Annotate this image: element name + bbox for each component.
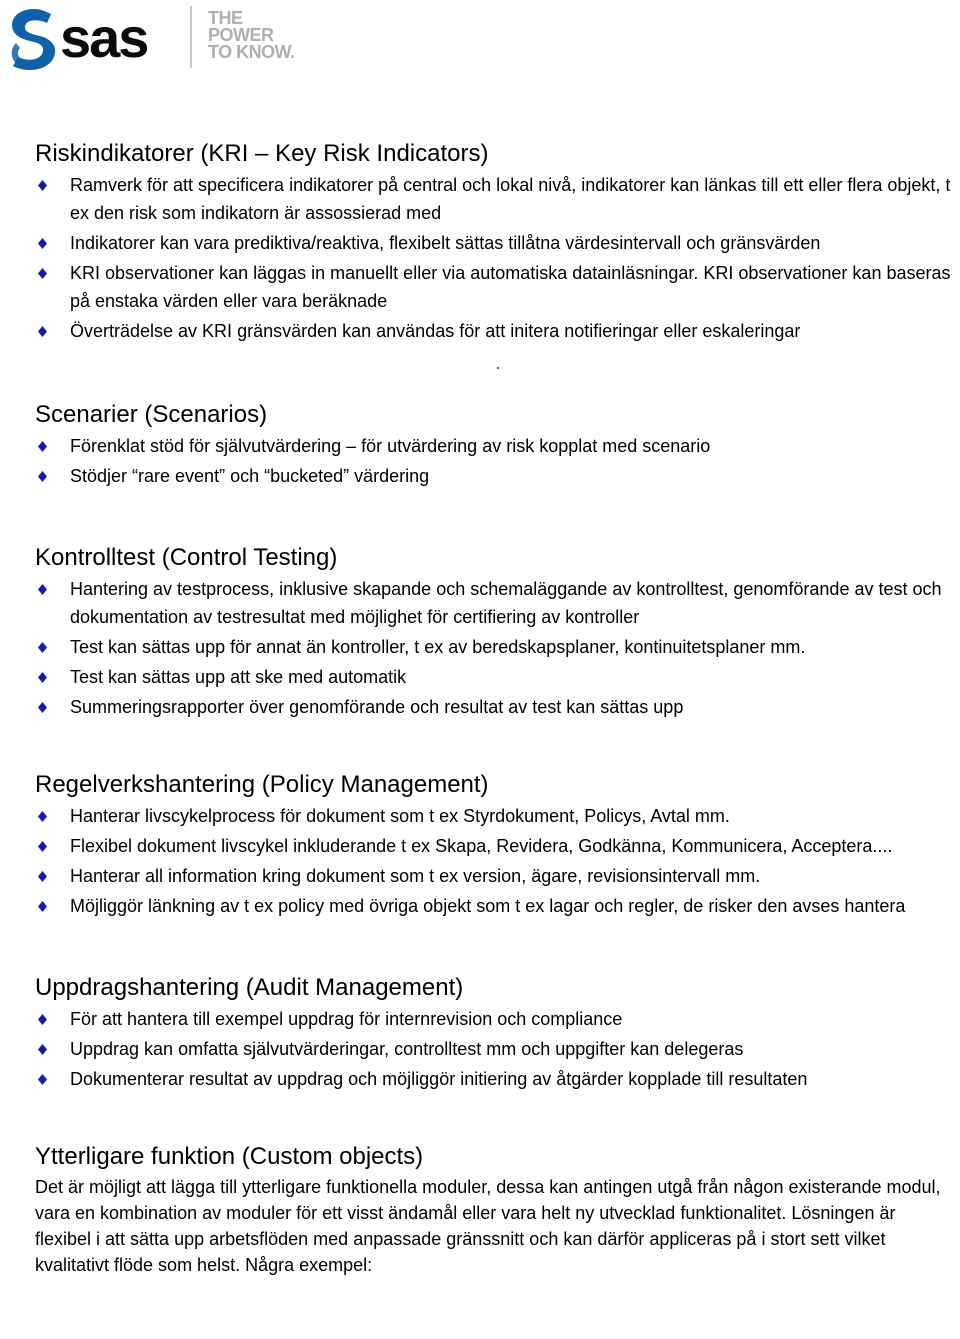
- bullet-text: Hanterar all information kring dokument som t ex version, ägare, revisionsintervall mm.: [70, 866, 761, 886]
- diamond-bullet-icon: [38, 238, 47, 249]
- diamond-bullet-icon: [38, 180, 47, 191]
- section-custom-objects: [35, 1141, 960, 1278]
- list-item: [35, 575, 960, 631]
- list-item: [35, 229, 960, 257]
- bullet-list: [35, 575, 960, 721]
- diamond-bullet-icon: [38, 702, 47, 713]
- page-header: [0, 0, 960, 80]
- list-item: [35, 462, 960, 490]
- bullet-text: Ramverk för att specificera indikatorer på central och lokal nivå, indikatorer kan länkas till ett eller flera objekt, t ex den risk som indikatorn är assossierad med: [70, 175, 951, 223]
- diamond-bullet-icon: [38, 1044, 47, 1055]
- diamond-bullet-icon: [38, 1074, 47, 1085]
- tagline: [208, 10, 295, 61]
- section-policy-management: [35, 769, 960, 920]
- section-title: Regelverkshantering (Policy Management): [35, 771, 489, 798]
- section-title: Riskindikatorer (KRI – Key Risk Indicators): [35, 140, 489, 167]
- bullet-list: [35, 171, 960, 345]
- diamond-bullet-icon: [38, 1014, 47, 1025]
- list-item: [35, 1005, 960, 1033]
- bullet-text: Dokumenterar resultat av uppdrag och möjliggör initiering av åtgärder kopplade till resultaten: [70, 1069, 808, 1089]
- bullet-text: För att hantera till exempel uppdrag för internrevision och compliance: [70, 1009, 623, 1029]
- diamond-bullet-icon: [38, 441, 47, 452]
- diamond-bullet-icon: [38, 584, 47, 595]
- tagline-line: THE: [208, 8, 243, 28]
- list-item: [35, 892, 960, 920]
- logo-divider: [190, 6, 192, 68]
- bullet-text: Förenklat stöd för självutvärdering – för utvärdering av risk kopplat med scenario: [70, 436, 711, 456]
- bullet-list: [35, 1005, 960, 1093]
- tagline-line: TO KNOW.: [208, 42, 295, 62]
- list-item: [35, 259, 960, 315]
- list-item: [35, 317, 960, 345]
- list-item: [35, 862, 960, 890]
- bullet-text: Uppdrag kan omfatta självutvärderingar, controlltest mm och uppgifter kan delegeras: [70, 1039, 744, 1059]
- diamond-bullet-icon: [38, 471, 47, 482]
- section-title: Ytterligare funktion (Custom objects): [35, 1143, 424, 1170]
- list-item: [35, 832, 960, 860]
- section-title: Uppdragshantering (Audit Management): [35, 974, 464, 1001]
- section-kri: [35, 138, 960, 345]
- list-item: [35, 1065, 960, 1093]
- bullet-text: Flexibel dokument livscykel inkluderande t ex Skapa, Revidera, Godkänna, Kommunicera, Acceptera....: [70, 836, 893, 856]
- diamond-bullet-icon: [38, 841, 47, 852]
- tagline-line: POWER: [208, 25, 274, 45]
- diamond-bullet-icon: [38, 326, 47, 337]
- diamond-bullet-icon: [38, 871, 47, 882]
- section-title: Kontrolltest (Control Testing): [35, 544, 338, 571]
- list-item: [35, 432, 960, 460]
- bullet-text: Stödjer “rare event” och “bucketed” värdering: [70, 466, 430, 486]
- section-audit-management: [35, 972, 960, 1093]
- list-item: [35, 1035, 960, 1063]
- list-item: [35, 693, 960, 721]
- bullet-list: [35, 432, 960, 490]
- document-body: [35, 138, 960, 1278]
- list-item: [35, 171, 960, 227]
- section-scenarios: [35, 399, 960, 490]
- diamond-bullet-icon: [38, 642, 47, 653]
- list-item: [35, 802, 960, 830]
- bullet-text: Test kan sättas upp att ske med automatik: [70, 667, 407, 687]
- logo-wordmark: sas: [60, 6, 148, 69]
- bullet-list: [35, 802, 960, 920]
- bullet-text: Hanterar livscykelprocess för dokument som t ex Styrdokument, Policys, Avtal mm.: [70, 806, 730, 826]
- bullet-text: Summeringsrapporter över genomförande och resultat av test kan sättas upp: [70, 697, 684, 717]
- sas-logo: [4, 3, 174, 73]
- section-title: Scenarier (Scenarios): [35, 401, 268, 428]
- list-item: [35, 633, 960, 661]
- diamond-bullet-icon: [38, 672, 47, 683]
- bullet-text: Indikatorer kan vara prediktiva/reaktiva, flexibelt sättas tillåtna värdesintervall och gränsvärden: [70, 233, 821, 253]
- bullet-text: Hantering av testprocess, inklusive skapande och schemaläggande av kontrolltest, genomförande av test och dokumentation av testresultat med möjlighet för certifiering av kontroller: [70, 579, 942, 627]
- bullet-text: KRI observationer kan läggas in manuellt eller via automatiska datainläsningar. KRI observationer kan baseras på enstaka värden eller vara beräknade: [70, 263, 951, 311]
- bullet-text: Möjliggör länkning av t ex policy med övriga objekt som t ex lagar och regler, de risker den avses hantera: [70, 896, 906, 916]
- bullet-text: Överträdelse av KRI gränsvärden kan användas för att initera notifieringar eller eskaleringar: [70, 321, 801, 341]
- diamond-bullet-icon: [38, 901, 47, 912]
- paragraph: Det är möjligt att lägga till ytterligare funktionella moduler, dessa kan antingen utgå från någon existerande modul, vara en kombination av moduler för ett visst ändamål eller vara helt ny utvecklad funktionalitet. Lösningen är flexibel i att sätta upp arbetsflöden med anpassade gränssnitt och kan därför appliceras på i stort sett vilket kvalitativt flöde som helst. Några exempel:: [35, 1177, 941, 1275]
- section-control-testing: [35, 542, 960, 721]
- diamond-bullet-icon: [38, 268, 47, 279]
- bullet-text: Test kan sättas upp för annat än kontroller, t ex av beredskapsplaner, kontinuitetsplaner mm.: [70, 637, 806, 657]
- list-item: [35, 663, 960, 691]
- diamond-bullet-icon: [38, 811, 47, 822]
